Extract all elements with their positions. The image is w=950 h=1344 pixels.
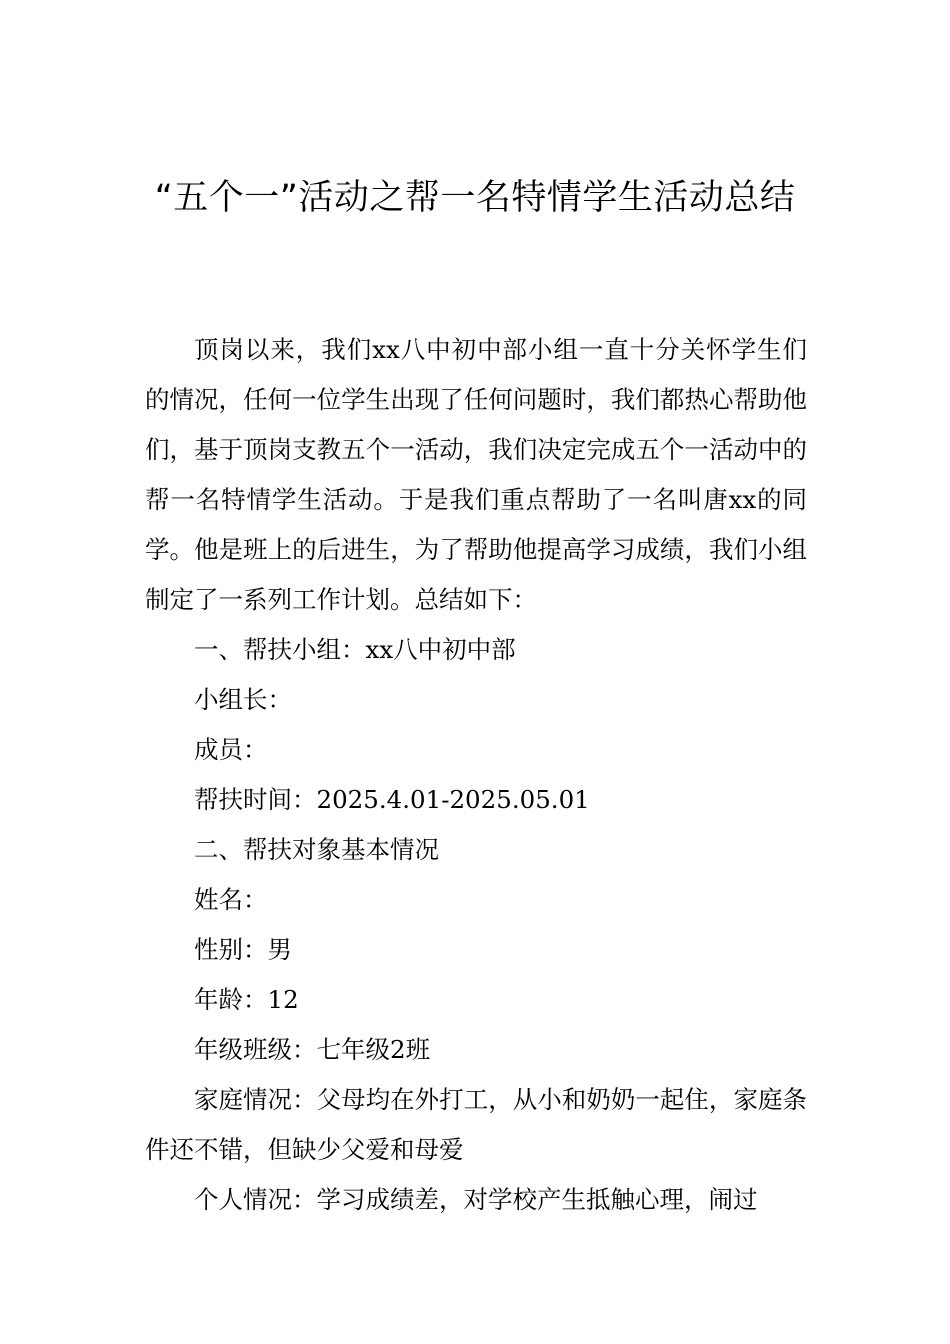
student-info-heading: 二、帮扶对象基本情况	[194, 835, 439, 864]
student-gender-line: 性别：男	[194, 935, 292, 964]
document-body	[145, 325, 807, 1225]
help-period-line: 帮扶时间：2025.4.01-2025.05.01	[194, 785, 590, 814]
team-leader-line: 小组长：	[194, 685, 292, 714]
student-name-line: 姓名：	[194, 885, 268, 914]
student-class-line: 年级班级：七年级2班	[194, 1035, 431, 1064]
personal-situation-paragraph: 个人情况：学习成绩差，对学校产生抵触心理，闹过	[194, 1185, 758, 1214]
team-members-line: 成员：	[194, 735, 268, 764]
team-heading: 一、帮扶小组：xx八中初中部	[194, 635, 516, 664]
family-situation-paragraph: 家庭情况：父母均在外打工，从小和奶奶一起住，家庭条件还不错，但缺少父爱和母爱	[145, 1085, 807, 1164]
document-title: “五个一”活动之帮一名特情学生活动总结	[154, 178, 796, 218]
student-age-line: 年龄：12	[194, 985, 299, 1014]
intro-paragraph: 顶岗以来，我们xx八中初中部小组一直十分关怀学生们的情况，任何一位学生出现了任何问题时，我们都热心帮助他们，基于顶岗支教五个一活动，我们决定完成五个一活动中的帮一名特情学生活动。于是我们重点帮助了一名叫唐xx的同学。他是班上的后进生，为了帮助他提高学习成绩，我们小组制定了一系列工作计划。总结如下：	[145, 335, 807, 614]
